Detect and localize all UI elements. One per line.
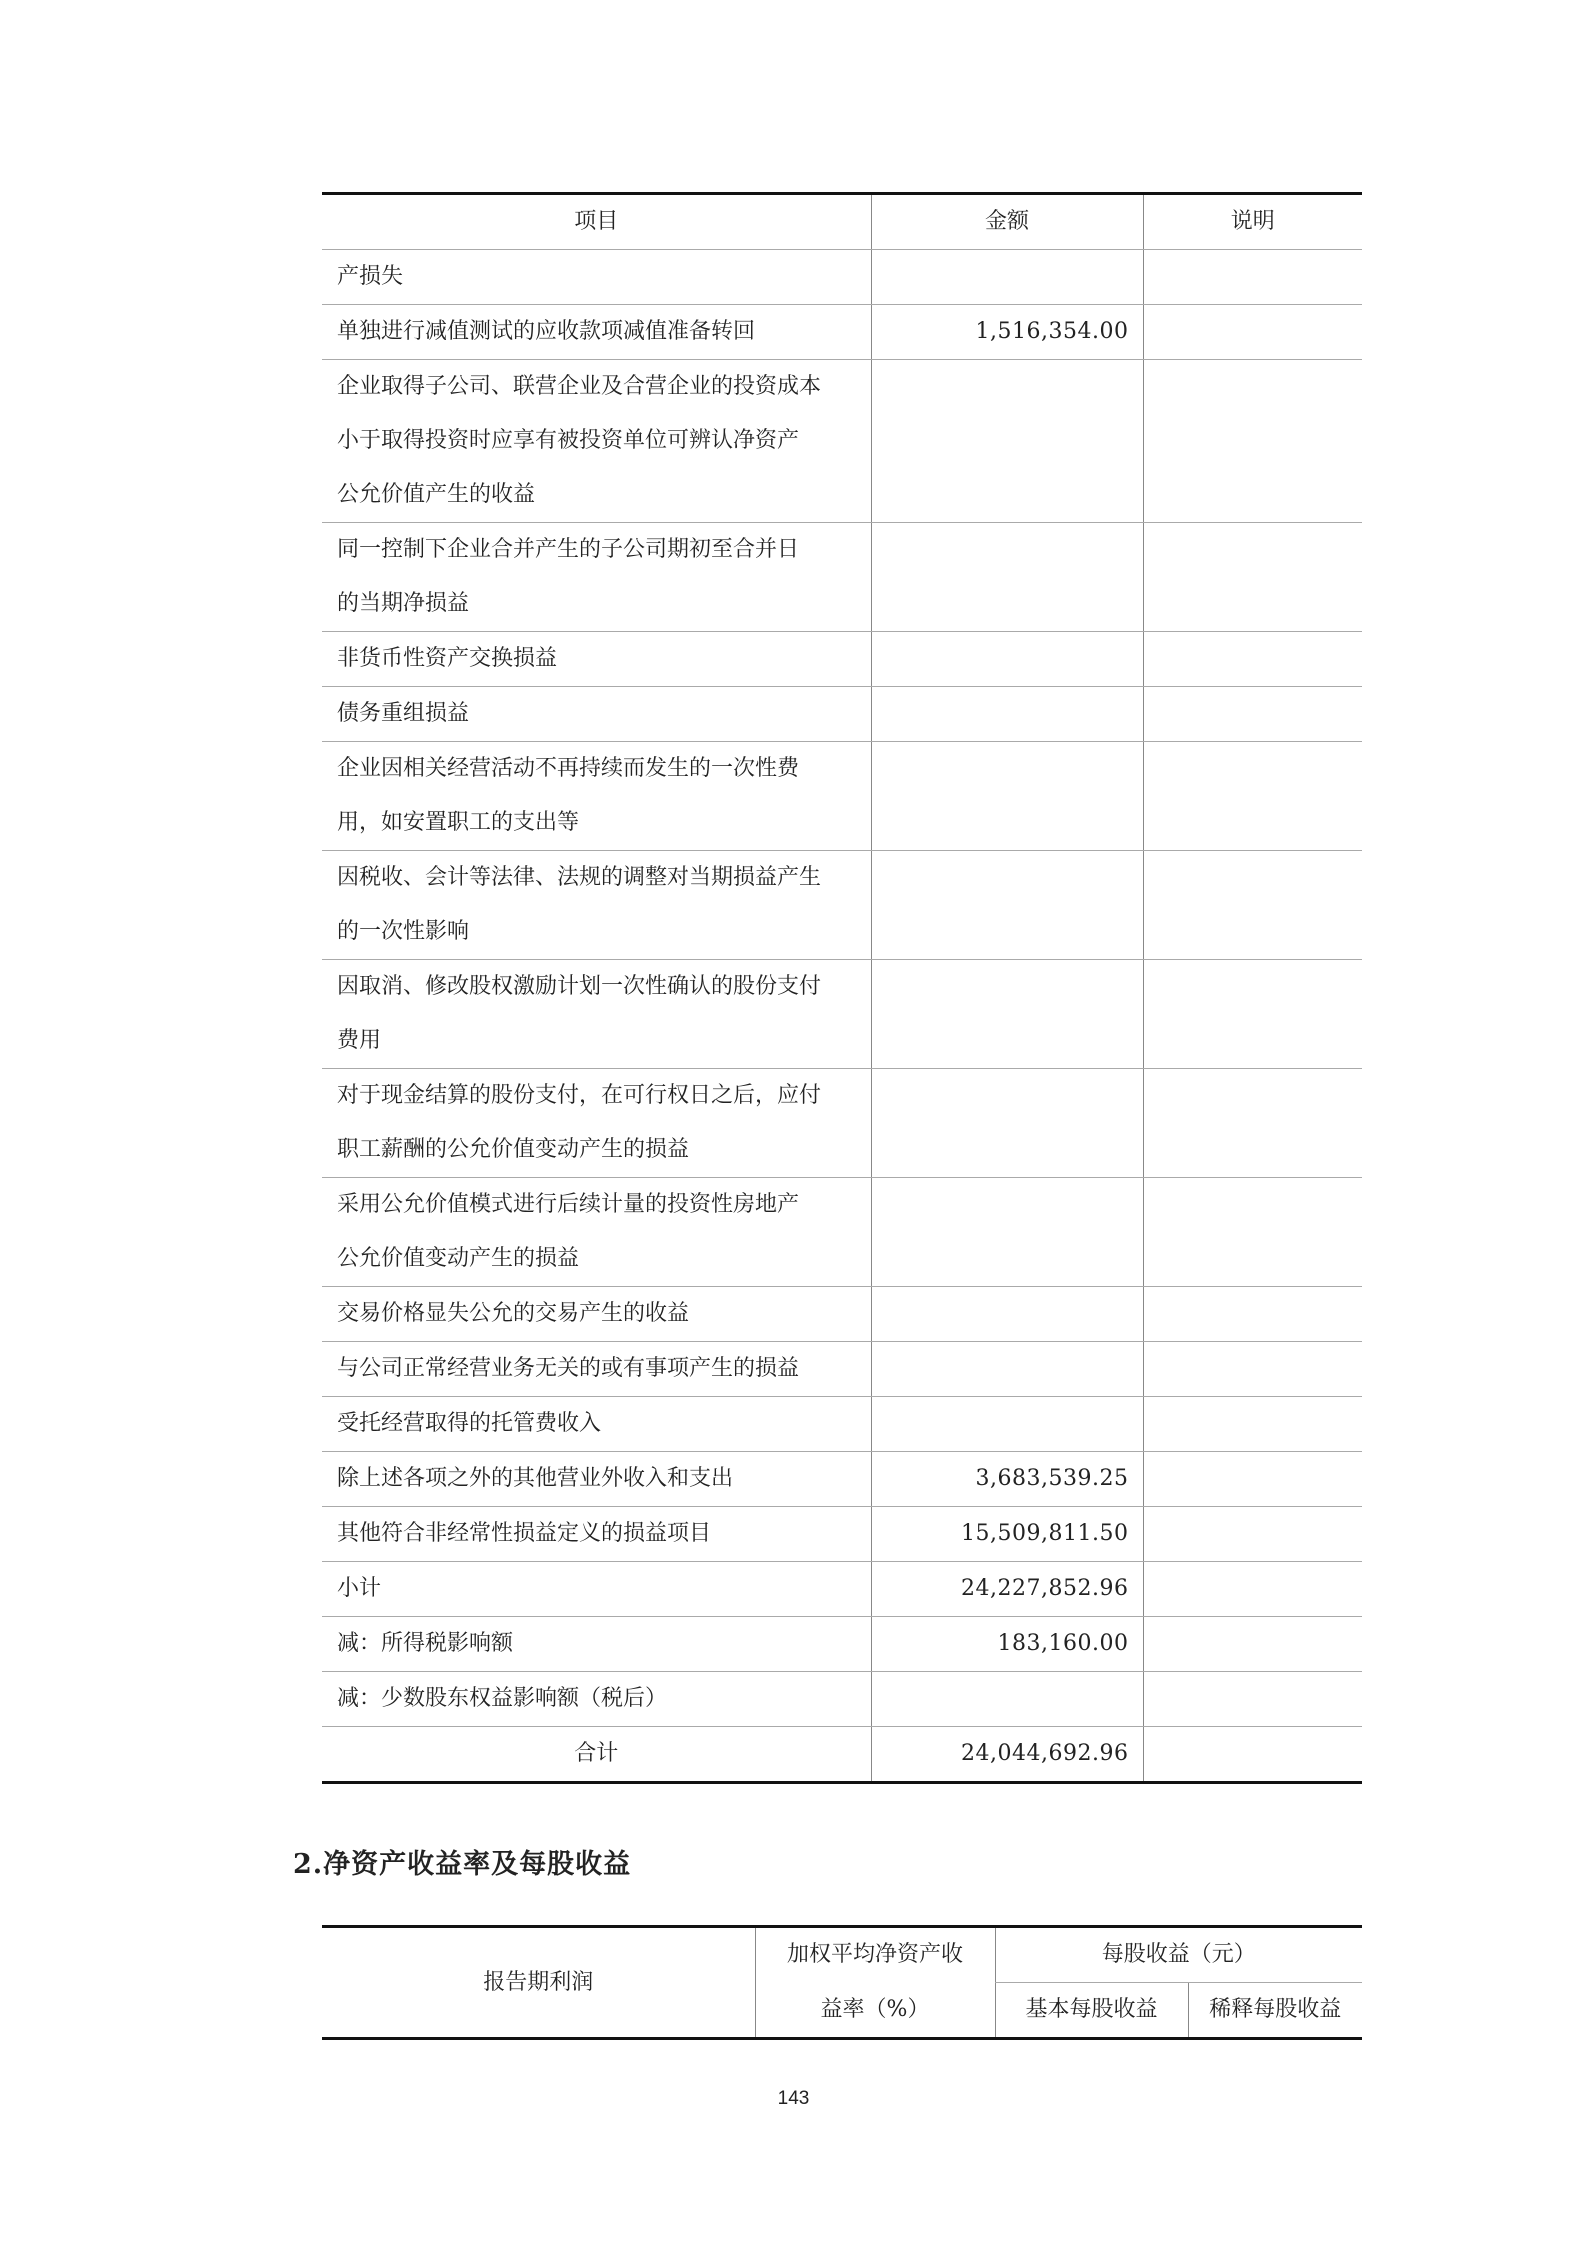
total-amount: 24,044,692.96 — [871, 1727, 1143, 1783]
row-item-line: 的当期净损益 — [337, 591, 470, 616]
table-row — [322, 632, 1362, 687]
table-row — [322, 305, 1362, 360]
table-header-row — [322, 1927, 1362, 1983]
row-item-line: 减：所得税影响额 — [337, 1631, 514, 1656]
row-note — [1143, 1178, 1362, 1287]
row-item-line: 小计 — [337, 1576, 382, 1601]
row-item — [322, 523, 871, 632]
row-item — [322, 1452, 871, 1507]
total-row — [322, 1727, 1362, 1783]
row-item-line: 除上述各项之外的其他营业外收入和支出 — [337, 1466, 734, 1491]
row-amount — [871, 960, 1143, 1069]
table-row — [322, 250, 1362, 305]
header-roe-line2: 益率（%） — [755, 1983, 995, 2039]
header-basic-eps: 基本每股收益 — [995, 1983, 1188, 2039]
row-amount — [871, 1287, 1143, 1342]
row-amount — [871, 523, 1143, 632]
row-amount — [871, 851, 1143, 960]
table-row — [322, 360, 1362, 523]
row-amount — [871, 1342, 1143, 1397]
header-amount: 金额 — [871, 194, 1143, 250]
row-amount: 183,160.00 — [871, 1617, 1143, 1672]
row-item — [322, 632, 871, 687]
table-row — [322, 1397, 1362, 1452]
table-row — [322, 1287, 1362, 1342]
row-amount — [871, 687, 1143, 742]
row-amount — [871, 632, 1143, 687]
row-item-line: 其他符合非经常性损益定义的损益项目 — [337, 1521, 712, 1546]
row-item — [322, 960, 871, 1069]
row-amount — [871, 742, 1143, 851]
row-item-line: 的一次性影响 — [337, 919, 470, 944]
page-number: 143 — [777, 2088, 810, 2109]
total-note — [1143, 1727, 1362, 1783]
row-note — [1143, 360, 1362, 523]
total-label: 合计 — [322, 1727, 871, 1783]
row-item-line: 费用 — [337, 1028, 382, 1053]
row-item-line: 采用公允价值模式进行后续计量的投资性房地产 — [337, 1192, 800, 1217]
row-item-line: 企业取得子公司、联营企业及合营企业的投资成本 — [337, 374, 822, 399]
row-note — [1143, 632, 1362, 687]
row-note — [1143, 960, 1362, 1069]
table-row — [322, 1672, 1362, 1727]
row-note — [1143, 250, 1362, 305]
row-amount: 1,516,354.00 — [871, 305, 1143, 360]
row-item — [322, 1672, 871, 1727]
row-note — [1143, 1562, 1362, 1617]
row-note — [1143, 742, 1362, 851]
row-note — [1143, 1397, 1362, 1452]
table-row — [322, 742, 1362, 851]
table-row — [322, 1617, 1362, 1672]
row-item-line: 企业因相关经营活动不再持续而发生的一次性费 — [337, 756, 800, 781]
row-item — [322, 687, 871, 742]
row-item-line: 交易价格显失公允的交易产生的收益 — [337, 1301, 690, 1326]
row-amount: 15,509,811.50 — [871, 1507, 1143, 1562]
row-note — [1143, 851, 1362, 960]
row-item-line: 债务重组损益 — [337, 701, 470, 726]
table-row — [322, 1342, 1362, 1397]
row-item — [322, 1562, 871, 1617]
table-row — [322, 1069, 1362, 1178]
row-item-line: 单独进行减值测试的应收款项减值准备转回 — [337, 319, 756, 344]
row-item — [322, 1397, 871, 1452]
row-note — [1143, 523, 1362, 632]
row-item — [322, 851, 871, 960]
row-note — [1143, 305, 1362, 360]
row-item-line: 受托经营取得的托管费收入 — [337, 1411, 602, 1436]
row-amount — [871, 360, 1143, 523]
header-item: 项目 — [322, 194, 871, 250]
row-item-line: 对于现金结算的股份支付，在可行权日之后，应付 — [337, 1083, 822, 1108]
row-amount — [871, 1069, 1143, 1178]
row-item — [322, 1507, 871, 1562]
row-item-line: 减：少数股东权益影响额（税后） — [337, 1686, 668, 1711]
row-item-line: 用，如安置职工的支出等 — [337, 810, 580, 835]
row-item — [322, 742, 871, 851]
table-row — [322, 687, 1362, 742]
row-item — [322, 1069, 871, 1178]
table-row — [322, 1178, 1362, 1287]
header-period-profit: 报告期利润 — [322, 1927, 755, 2039]
header-diluted-eps: 稀释每股收益 — [1188, 1983, 1362, 2039]
row-amount — [871, 250, 1143, 305]
row-note — [1143, 1507, 1362, 1562]
row-note — [1143, 1342, 1362, 1397]
row-item — [322, 360, 871, 523]
row-item — [322, 1287, 871, 1342]
row-note — [1143, 1617, 1362, 1672]
row-note — [1143, 1672, 1362, 1727]
row-item-line: 因取消、修改股权激励计划一次性确认的股份支付 — [337, 974, 822, 999]
row-item-line: 因税收、会计等法律、法规的调整对当期损益产生 — [337, 865, 822, 890]
row-item — [322, 1617, 871, 1672]
row-item-line: 与公司正常经营业务无关的或有事项产生的损益 — [337, 1356, 800, 1381]
row-item-line: 小于取得投资时应享有被投资单位可辨认净资产 — [337, 428, 800, 453]
row-note — [1143, 1069, 1362, 1178]
row-item — [322, 305, 871, 360]
section-title: 2.净资产收益率及每股收益 — [293, 1849, 632, 1880]
table-row — [322, 960, 1362, 1069]
header-roe-line1: 加权平均净资产收 — [755, 1927, 995, 1983]
row-item — [322, 250, 871, 305]
header-eps: 每股收益（元） — [995, 1927, 1362, 1983]
row-item-line: 公允价值变动产生的损益 — [337, 1246, 580, 1271]
row-amount — [871, 1178, 1143, 1287]
row-item-line: 职工薪酬的公允价值变动产生的损益 — [337, 1137, 690, 1162]
row-item — [322, 1342, 871, 1397]
table-row — [322, 523, 1362, 632]
table-row — [322, 1507, 1362, 1562]
row-item-line: 公允价值产生的收益 — [337, 482, 536, 507]
row-item-line: 产损失 — [337, 264, 404, 289]
row-note — [1143, 1452, 1362, 1507]
row-amount — [871, 1672, 1143, 1727]
table-header-row — [322, 194, 1362, 250]
row-amount: 3,683,539.25 — [871, 1452, 1143, 1507]
non-recurring-gains-losses-table — [322, 192, 1362, 1784]
table-row — [322, 1452, 1362, 1507]
roe-eps-table — [322, 1925, 1362, 2040]
row-item-line: 同一控制下企业合并产生的子公司期初至合并日 — [337, 537, 800, 562]
row-note — [1143, 1287, 1362, 1342]
row-amount — [871, 1397, 1143, 1452]
row-note — [1143, 687, 1362, 742]
row-item — [322, 1178, 871, 1287]
header-note: 说明 — [1143, 194, 1362, 250]
row-item-line: 非货币性资产交换损益 — [337, 646, 558, 671]
table-row — [322, 1562, 1362, 1617]
table-row — [322, 851, 1362, 960]
row-amount: 24,227,852.96 — [871, 1562, 1143, 1617]
